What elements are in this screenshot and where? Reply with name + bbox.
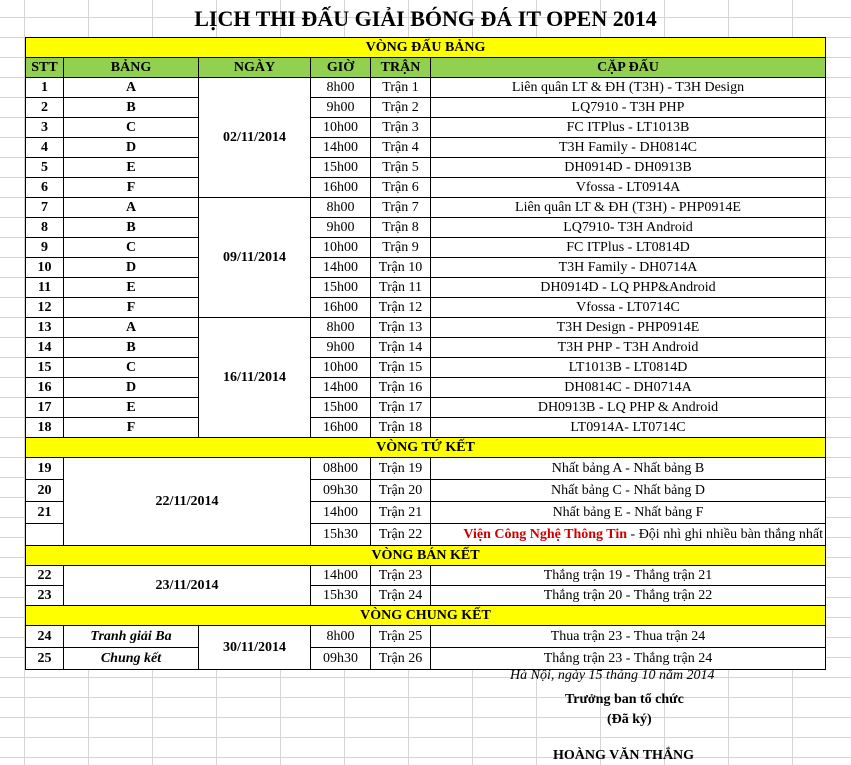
stt-cell: [26, 524, 64, 546]
match-cell: Trận 12: [371, 298, 431, 318]
time-cell: 16h00: [311, 178, 371, 198]
pairing-cell: Thắng trận 19 - Thắng trận 21: [431, 566, 826, 586]
stt-cell: 24: [26, 626, 64, 648]
time-cell: 15h00: [311, 158, 371, 178]
match-cell: Trận 21: [371, 502, 431, 524]
column-header: BẢNG: [64, 58, 199, 78]
group-cell: A: [64, 78, 199, 98]
time-cell: 14h00: [311, 378, 371, 398]
pairing-cell: Thắng trận 20 - Thắng trận 22: [431, 586, 826, 606]
pairing-cell: Nhất bảng A - Nhất bảng B: [431, 458, 826, 480]
match-cell: Trận 5: [371, 158, 431, 178]
stt-cell: 2: [26, 98, 64, 118]
group-cell: D: [64, 258, 199, 278]
match-cell: Trận 22: [371, 524, 431, 546]
match-cell: Trận 20: [371, 480, 431, 502]
table-row: [26, 118, 826, 138]
time-cell: 09h30: [311, 648, 371, 670]
stt-cell: 11: [26, 278, 64, 298]
match-cell: Trận 18: [371, 418, 431, 438]
stt-cell: 1: [26, 78, 64, 98]
pairing-cell: Vfossa - LT0914A: [431, 178, 826, 198]
signed-note: (Đã ký): [607, 712, 652, 727]
pairing-cell: LQ7910 - T3H PHP: [431, 98, 826, 118]
header-row: [26, 58, 826, 78]
stt-cell: 14: [26, 338, 64, 358]
pairing-cell: Liên quân LT & ĐH (T3H) - PHP0914E: [431, 198, 826, 218]
table-row: [26, 458, 826, 480]
section-title: VÒNG CHUNG KẾT: [26, 606, 826, 626]
match-cell: Trận 26: [371, 648, 431, 670]
pairing-rest: - Đội nhì ghi nhiều bàn thắng nhất: [627, 527, 823, 542]
match-cell: Trận 23: [371, 566, 431, 586]
table-row: [26, 398, 826, 418]
pairing-cell: T3H Family - DH0714A: [431, 258, 826, 278]
time-cell: 8h00: [311, 78, 371, 98]
time-cell: 9h00: [311, 98, 371, 118]
match-cell: Trận 2: [371, 98, 431, 118]
date-cell: 02/11/2014: [199, 78, 311, 198]
match-cell: Trận 24: [371, 586, 431, 606]
section-title: VÒNG TỨ KẾT: [26, 438, 826, 458]
stt-cell: 6: [26, 178, 64, 198]
time-cell: 15h00: [311, 278, 371, 298]
match-cell: Trận 8: [371, 218, 431, 238]
table-row: [26, 648, 826, 670]
pairing-cell: FC ITPlus - LT0814D: [431, 238, 826, 258]
section-row: [26, 438, 826, 458]
section-title: VÒNG ĐẤU BẢNG: [26, 38, 826, 58]
schedule-table: [25, 37, 826, 670]
match-cell: Trận 19: [371, 458, 431, 480]
stt-cell: 9: [26, 238, 64, 258]
match-cell: Trận 25: [371, 626, 431, 648]
stt-cell: 8: [26, 218, 64, 238]
pairing-cell: Thắng trận 23 - Thắng trận 24: [431, 648, 826, 670]
table-row: [26, 258, 826, 278]
group-cell: C: [64, 118, 199, 138]
time-cell: 16h00: [311, 298, 371, 318]
group-cell: E: [64, 158, 199, 178]
page-title: LỊCH THI ĐẤU GIẢI BÓNG ĐÁ IT OPEN 2014: [194, 6, 657, 31]
section-title: VÒNG BÁN KẾT: [26, 546, 826, 566]
time-cell: 8h00: [311, 626, 371, 648]
table-row: [26, 318, 826, 338]
table-row: [26, 626, 826, 648]
stt-cell: 7: [26, 198, 64, 218]
time-cell: 9h00: [311, 338, 371, 358]
table-row: [26, 138, 826, 158]
date-cell: 23/11/2014: [64, 566, 311, 606]
date-cell: 30/11/2014: [199, 626, 311, 670]
table-row: [26, 566, 826, 586]
time-cell: 14h00: [311, 502, 371, 524]
time-cell: 10h00: [311, 238, 371, 258]
pairing-cell: LT0914A- LT0714C: [431, 418, 826, 438]
group-cell: C: [64, 358, 199, 378]
stt-cell: 5: [26, 158, 64, 178]
stt-cell: 19: [26, 458, 64, 480]
match-cell: Trận 4: [371, 138, 431, 158]
group-cell: D: [64, 138, 199, 158]
table-row: [26, 178, 826, 198]
time-cell: 14h00: [311, 258, 371, 278]
time-cell: 14h00: [311, 566, 371, 586]
column-header: STT: [26, 58, 64, 78]
pairing-cell: T3H Design - PHP0914E: [431, 318, 826, 338]
stt-cell: 15: [26, 358, 64, 378]
pairing-cell: DH0814C - DH0714A: [431, 378, 826, 398]
stt-cell: 22: [26, 566, 64, 586]
group-cell: F: [64, 298, 199, 318]
section-row: [26, 38, 826, 58]
pairing-cell: DH0913B - LQ PHP & Android: [431, 398, 826, 418]
organizer-name: HOÀNG VĂN THẮNG: [553, 748, 695, 763]
table-row: [26, 378, 826, 398]
table-row: [26, 98, 826, 118]
group-cell: B: [64, 218, 199, 238]
match-cell: Trận 13: [371, 318, 431, 338]
table-row: [26, 418, 826, 438]
pairing-cell: Nhất bảng E - Nhất bảng F: [431, 502, 826, 524]
table-row: [26, 278, 826, 298]
column-header: CẶP ĐẤU: [431, 58, 826, 78]
match-cell: Trận 6: [371, 178, 431, 198]
pairing-cell: FC ITPlus - LT1013B: [431, 118, 826, 138]
time-cell: 10h00: [311, 358, 371, 378]
time-cell: 15h30: [311, 586, 371, 606]
table-row: [26, 218, 826, 238]
group-cell: A: [64, 318, 199, 338]
group-cell: A: [64, 198, 199, 218]
group-cell: E: [64, 398, 199, 418]
time-cell: 8h00: [311, 198, 371, 218]
match-cell: Trận 7: [371, 198, 431, 218]
highlight-team: Viện Công Nghệ Thông Tin: [463, 527, 628, 542]
table-row: [26, 338, 826, 358]
stage-cell: Tranh giải Ba: [64, 626, 199, 648]
stt-cell: 21: [26, 502, 64, 524]
group-cell: C: [64, 238, 199, 258]
group-cell: D: [64, 378, 199, 398]
pairing-cell: [431, 524, 826, 546]
stt-cell: 17: [26, 398, 64, 418]
time-cell: 15h30: [311, 524, 371, 546]
match-cell: Trận 3: [371, 118, 431, 138]
match-cell: Trận 17: [371, 398, 431, 418]
group-cell: B: [64, 98, 199, 118]
time-cell: 14h00: [311, 138, 371, 158]
pairing-cell: T3H PHP - T3H Android: [431, 338, 826, 358]
organizer-role: Trưởng ban tổ chức: [565, 692, 684, 707]
time-cell: 09h30: [311, 480, 371, 502]
stt-cell: 3: [26, 118, 64, 138]
stt-cell: 4: [26, 138, 64, 158]
stt-cell: 23: [26, 586, 64, 606]
table-row: [26, 78, 826, 98]
stt-cell: 18: [26, 418, 64, 438]
column-header: TRẬN: [371, 58, 431, 78]
time-cell: 8h00: [311, 318, 371, 338]
time-cell: 15h00: [311, 398, 371, 418]
date-cell: 09/11/2014: [199, 198, 311, 318]
group-cell: B: [64, 338, 199, 358]
pairing-cell: LQ7910- T3H Android: [431, 218, 826, 238]
match-cell: Trận 1: [371, 78, 431, 98]
group-cell: F: [64, 178, 199, 198]
match-cell: Trận 15: [371, 358, 431, 378]
column-header: GIỜ: [311, 58, 371, 78]
place-date: Hà Nội, ngày 15 tháng 10 năm 2014: [510, 668, 715, 683]
pairing-cell: LT1013B - LT0814D: [431, 358, 826, 378]
match-cell: Trận 11: [371, 278, 431, 298]
stage-cell: Chung kết: [64, 648, 199, 670]
match-cell: Trận 14: [371, 338, 431, 358]
pairing-cell: Nhất bảng C - Nhất bảng D: [431, 480, 826, 502]
pairing-cell: Thua trận 23 - Thua trận 24: [431, 626, 826, 648]
pairing-cell: DH0914D - LQ PHP&Android: [431, 278, 826, 298]
column-header: NGÀY: [199, 58, 311, 78]
stt-cell: 20: [26, 480, 64, 502]
stt-cell: 12: [26, 298, 64, 318]
table-row: [26, 358, 826, 378]
stt-cell: 25: [26, 648, 64, 670]
pairing-cell: T3H Family - DH0814C: [431, 138, 826, 158]
time-cell: 16h00: [311, 418, 371, 438]
group-cell: E: [64, 278, 199, 298]
stt-cell: 13: [26, 318, 64, 338]
table-row: [26, 298, 826, 318]
section-row: [26, 546, 826, 566]
table-row: [26, 158, 826, 178]
time-cell: 10h00: [311, 118, 371, 138]
stt-cell: 10: [26, 258, 64, 278]
match-cell: Trận 9: [371, 238, 431, 258]
match-cell: Trận 16: [371, 378, 431, 398]
pairing-cell: Vfossa - LT0714C: [431, 298, 826, 318]
section-row: [26, 606, 826, 626]
table-row: [26, 198, 826, 218]
time-cell: 9h00: [311, 218, 371, 238]
stt-cell: 16: [26, 378, 64, 398]
pairing-cell: DH0914D - DH0913B: [431, 158, 826, 178]
pairing-cell: Liên quân LT & ĐH (T3H) - T3H Design: [431, 78, 826, 98]
time-cell: 08h00: [311, 458, 371, 480]
group-cell: F: [64, 418, 199, 438]
table-row: [26, 238, 826, 258]
date-cell: 22/11/2014: [64, 458, 311, 546]
date-cell: 16/11/2014: [199, 318, 311, 438]
match-cell: Trận 10: [371, 258, 431, 278]
